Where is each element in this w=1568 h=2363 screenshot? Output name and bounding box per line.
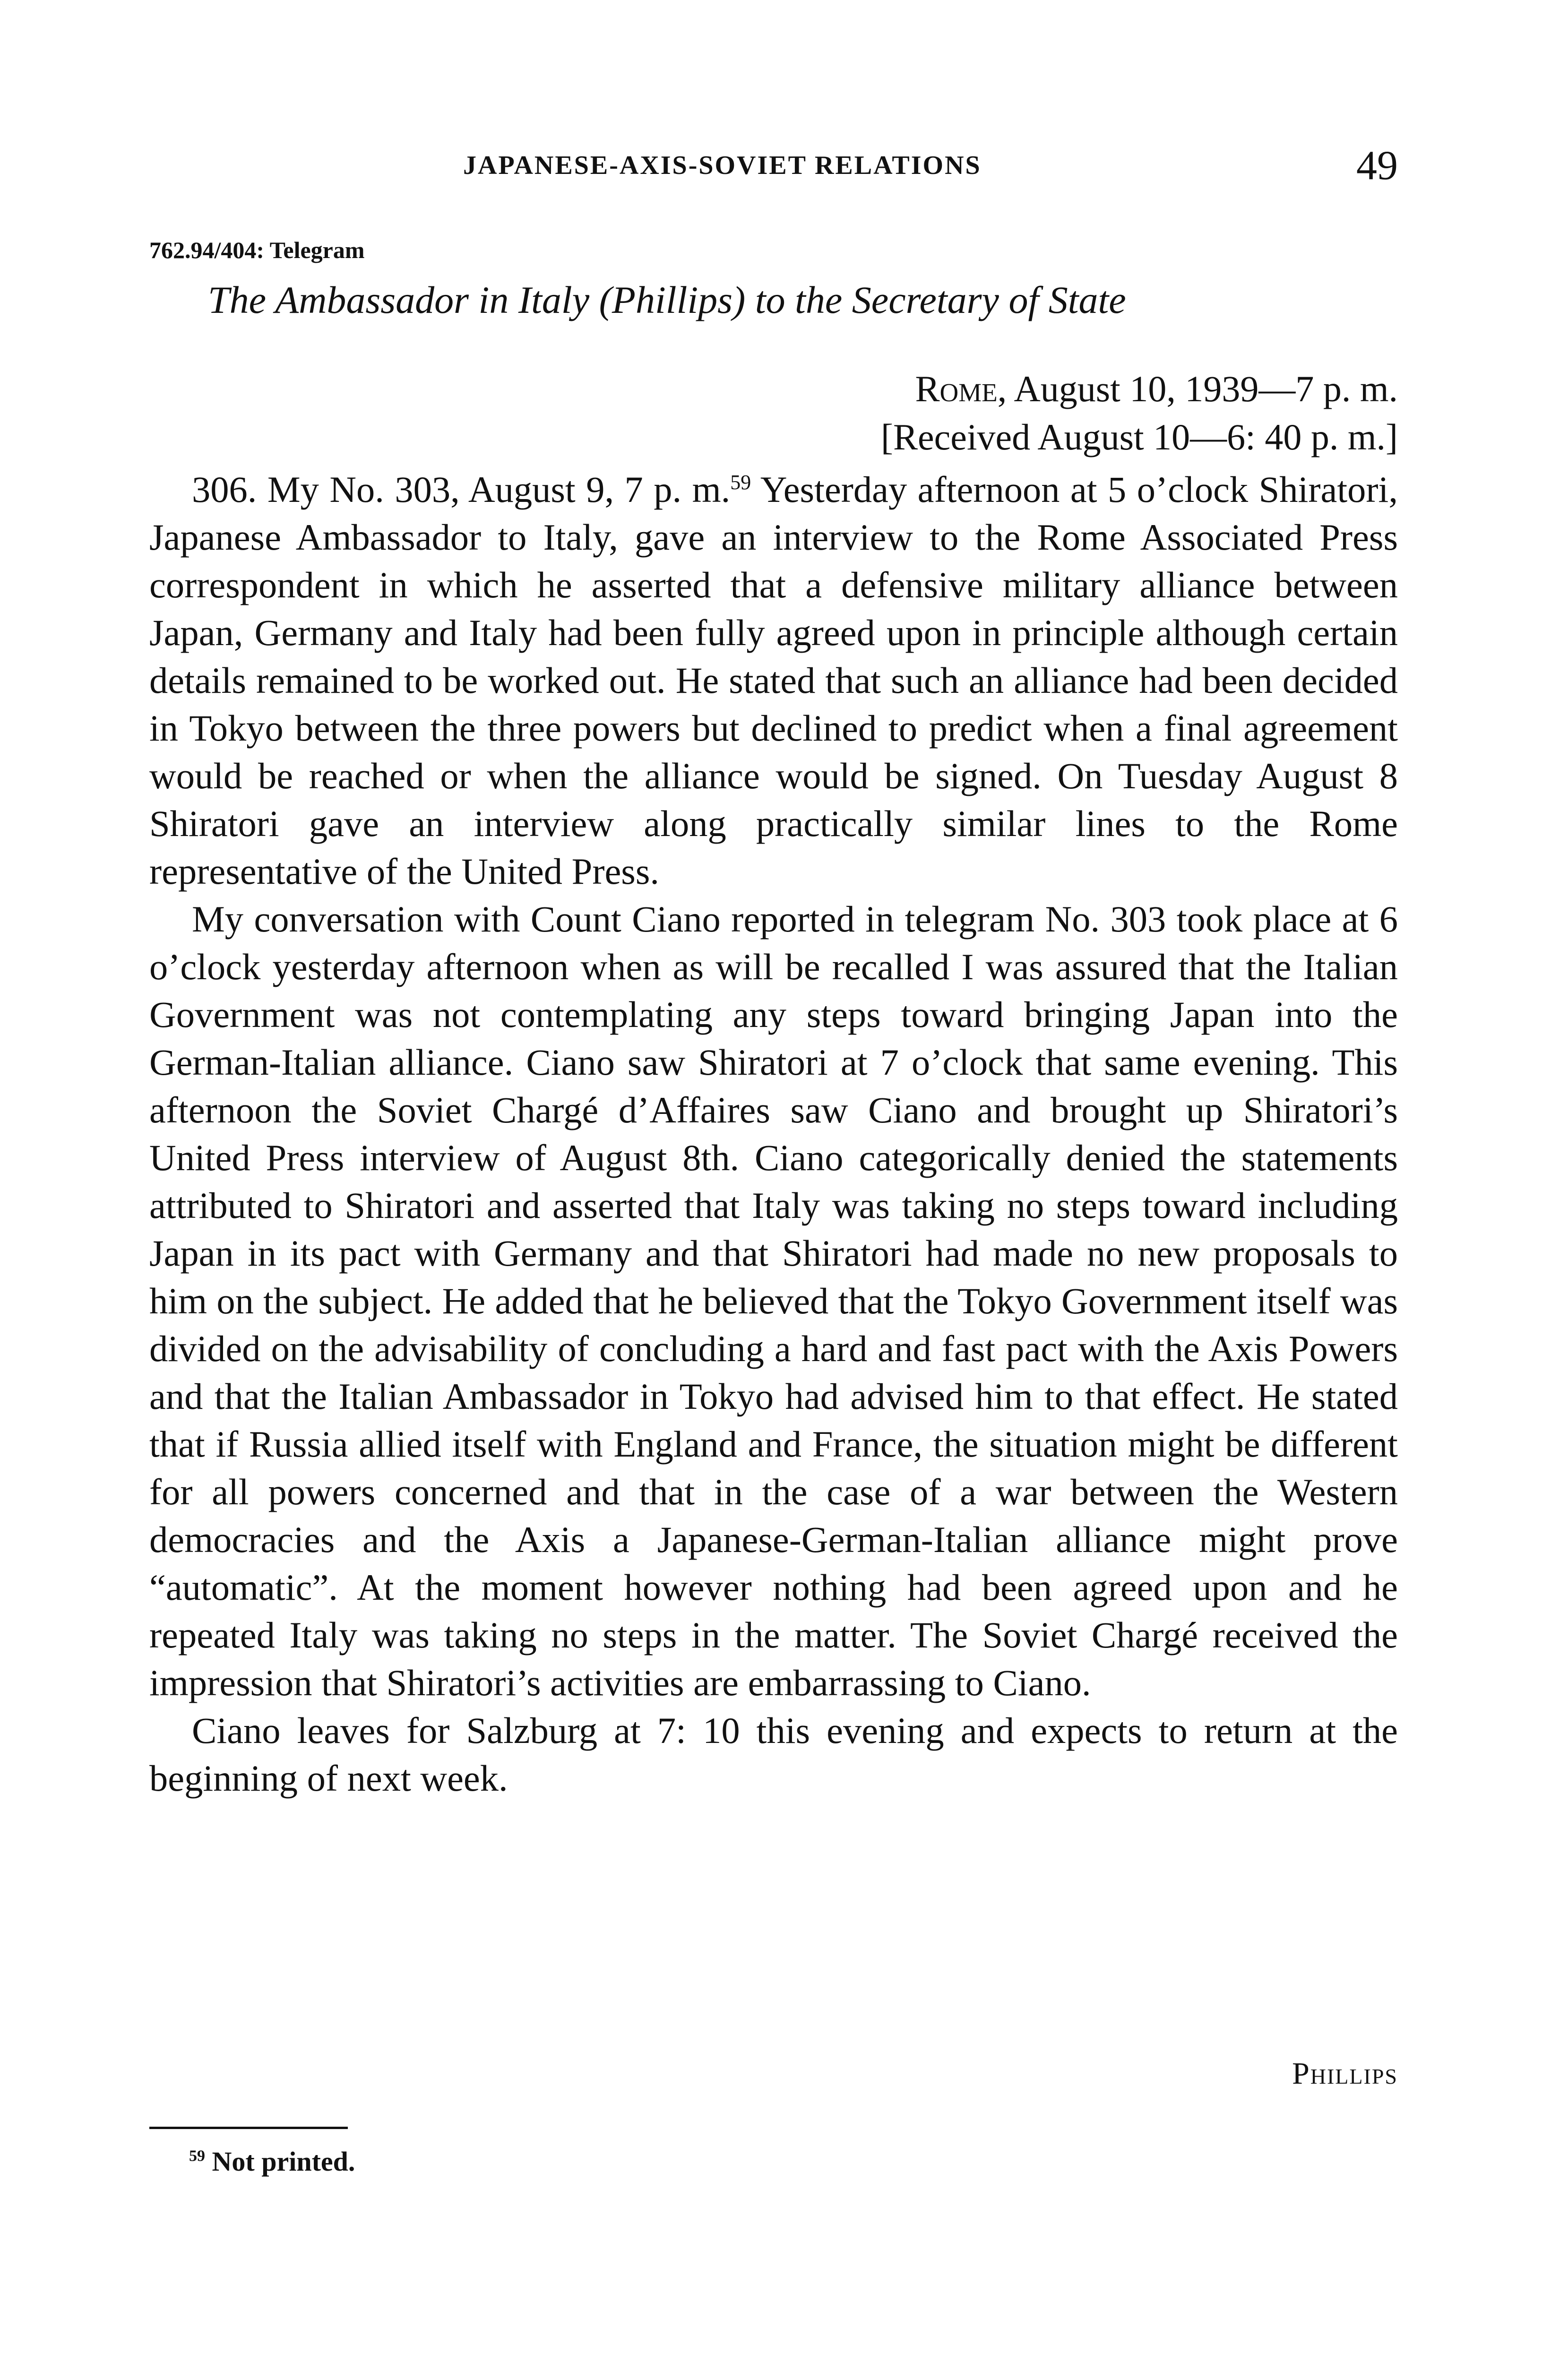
- dateline-date: August 10, 1939—7 p. m.: [1007, 368, 1398, 409]
- page-number: 49: [1356, 143, 1398, 189]
- paragraph-1-text: Yesterday afternoon at 5 o’clock Shiratori, Japanese Ambassador to Italy, gave an interview to the Rome Associated Press correspondent in which he asserted that a defensive military alliance between Japan, Germany and Italy had been fully agreed upon in principle although certain details remained to be worked out. He stated that such an alliance had been decided in Tokyo between the three powers but declined to predict when a final agreement would be reached or when the alliance would be signed. On Tuesday August 8 Shiratori gave an interview along practically similar lines to the Rome representative of the United Press.: [149, 469, 1398, 892]
- telegram-body: [149, 466, 1398, 1802]
- dateline-place: Rome,: [915, 368, 1007, 409]
- paragraph-1: [149, 466, 1398, 895]
- paragraph-3: Ciano leaves for Salzburg at 7: 10 this evening and expects to return at the beginning of next week.: [149, 1710, 1398, 1799]
- dateline: [915, 368, 1398, 410]
- document-title: The Ambassador in Italy (Phillips) to the Secretary of State: [208, 278, 1126, 321]
- paragraph-1-lead: 306. My No. 303, August 9, 7 p. m.: [192, 469, 731, 510]
- paragraph-2: My conversation with Count Ciano reported in telegram No. 303 took place at 6 o’clock yesterday afternoon when as will be recalled I was assured that the Italian Government was not contemplating any steps toward bringing Japan into the German-Italian alliance. Ciano saw Shiratori at 7 o’clock that same evening. This afternoon the Soviet Chargé d’Affaires saw Ciano and brought up Shiratori’s United Press interview of August 8th. Ciano categorically denied the statements attributed to Shiratori and asserted that Italy was taking no steps toward including Japan in its pact with Germany and that Shiratori had made no new proposals to him on the subject. He added that he believed that the Tokyo Government itself was divided on the advisability of concluding a hard and fast pact with the Axis Powers and that the Italian Ambassador in Tokyo had advised him to that effect. He stated that if Russia allied itself with England and France, the situation might be different for all powers concerned and that in the case of a war between the Western democracies and the Axis a Japanese-German-Italian alliance might prove “automatic”. At the moment however nothing had been agreed upon and he repeated Italy was taking no steps in the matter. The Soviet Chargé received the impression that Shiratori’s activities are embarrassing to Ciano.: [149, 898, 1398, 1703]
- footnote: [189, 2146, 355, 2177]
- footnote-rule: [149, 2127, 348, 2129]
- running-head: JAPANESE-AXIS-SOVIET RELATIONS: [463, 151, 982, 180]
- footnote-marker: 59: [189, 2147, 205, 2165]
- footnote-reference: 59: [730, 470, 751, 494]
- received-line: [Received August 10—6: 40 p. m.]: [880, 416, 1398, 457]
- signature: Phillips: [1292, 2056, 1398, 2091]
- footnote-text: Not printed.: [205, 2146, 355, 2177]
- file-reference: 762.94/404: Telegram: [149, 237, 365, 263]
